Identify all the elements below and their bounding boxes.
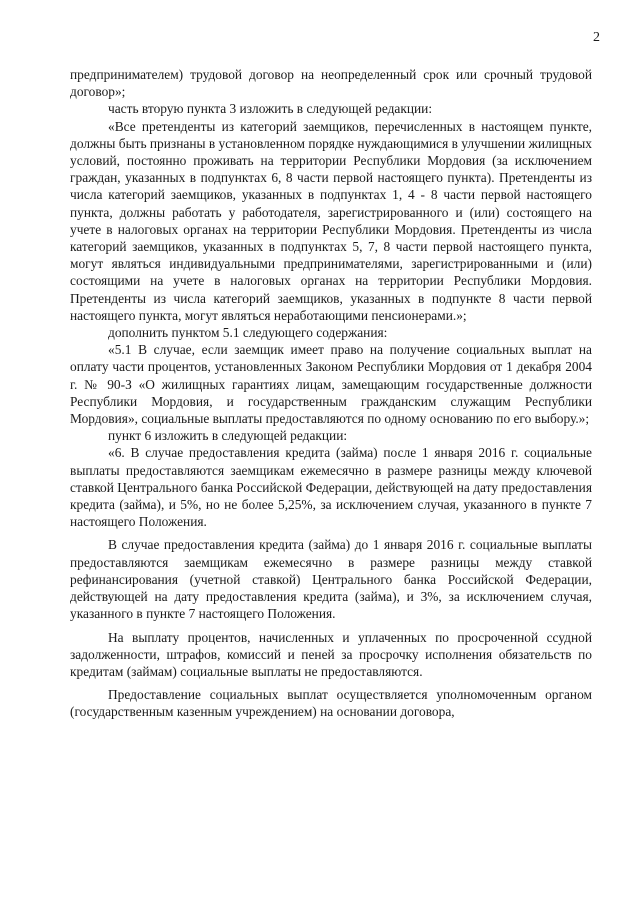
page-number: 2 [593, 30, 600, 45]
paragraph-7: «6. В случае предоставления кредита (займа) после 1 января 2016 г. социальные выплаты предоставляются заемщикам ежемесячно в размере разницы между ключевой ставкой Центрального банка Российской Федерации, действующей на дату предоставления кредита (займа), и 5%, но не более 5,25%, за исключением случая, указанного в пункте 7 настоящего Положения. [70, 445, 592, 530]
paragraph-3: «Все претенденты из категорий заемщиков, перечисленных в настоящем пункте, должны быть признаны в установленном порядке нуждающимися в улучшении жилищных условий, постоянно проживать на территории Республики Мордовия (за исключением граждан, указанных в подпунктах 6, 8 части первой настоящего пункта). Претенденты из числа категорий заемщиков, указанных в подпунктах 1, 4 - 8 части первой настоящего пункта, должны работать у работодателя, зарегистрированного и (или) состоящего на учете в налоговых органах на территории Республики Мордовия. Претенденты из числа категорий заемщиков, указанных в подпунктах 5, 7, 8 части первой настоящего пункта, могут являться индивидуальными предпринимателями, зарегистрированными и (или) состоящими на учете в налоговых органах на территории Республики Мордовия. Претенденты из числа категорий заемщиков, указанных в подпункте 8 части первой настоящего пункта, могут являться неработающими пенсионерами.»; [70, 118, 593, 323]
paragraph-5: «5.1 В случае, если заемщик имеет право на получение социальных выплат на оплату части процентов, установленных Законом Республики Мордовия от 1 декабря 2004 г. № 90-З «О жилищных гарантиях лицам, замещающим государственные должности Республики Мордовия, и государственным гражданским служащим Республики Мордовия», социальные выплаты предоставляются по одному основанию по его выбору.»; [70, 342, 592, 427]
document-body [70, 66, 592, 721]
paragraph-8: В случае предоставления кредита (займа) до 1 января 2016 г. социальные выплаты предоставляются заемщикам ежемесячно в размере разницы между ставкой рефинансирования (учетной ставкой) Центрального банка Российской Федерации, действующей на дату предоставления кредита (займа), и 3%, за исключением случая, указанного в пункте 7 настоящего Положения. [70, 537, 592, 622]
paragraph-6: пункт 6 изложить в следующей редакции: [108, 428, 348, 444]
paragraph-1: предпринимателем) трудовой договор на неопределенный срок или срочный трудовой договор»; [70, 67, 592, 100]
paragraph-4: дополнить пунктом 5.1 следующего содержания: [108, 325, 388, 341]
paragraph-2: часть вторую пункта 3 изложить в следующей редакции: [108, 101, 433, 117]
paragraph-9: На выплату процентов, начисленных и уплаченных по просроченной ссудной задолженности, штрафов, комиссий и пеней за просрочку исполнения обязательств по кредитам (займам) социальные выплаты не предоставляются. [70, 629, 592, 679]
paragraph-10: Предоставление социальных выплат осуществляется уполномоченным органом (государственным казенным учреждением) на основании договора, [70, 687, 592, 720]
